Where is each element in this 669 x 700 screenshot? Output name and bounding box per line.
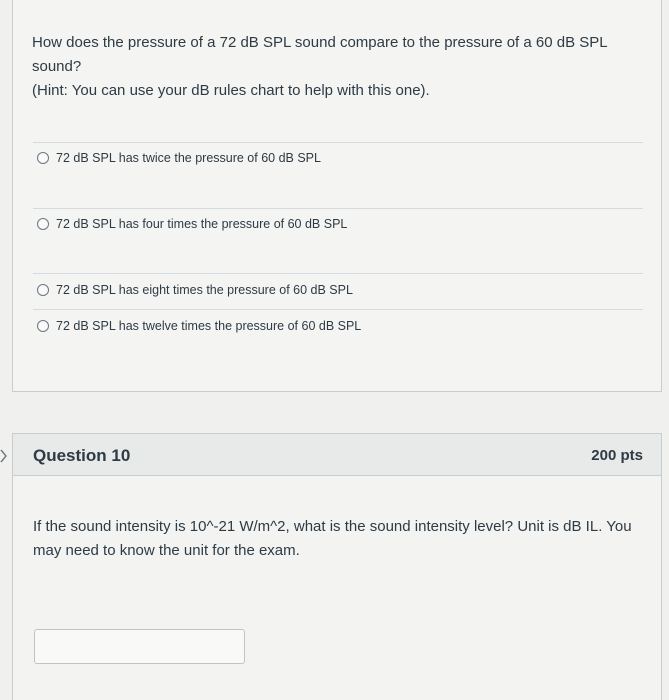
question-10-card [12,433,662,700]
answer-option-3-label: 72 dB SPL has eight times the pressure of 60 dB SPL [56,283,353,297]
chevron-right-icon[interactable] [0,448,8,464]
question-10-title: Question 10 [33,446,131,465]
radio-button-icon[interactable] [37,284,49,296]
question-9-prompt-line-1: How does the pressure of a 72 dB SPL sound compare to the pressure of a 60 dB SPL sound? [32,34,608,75]
answer-divider [33,309,643,310]
question-10-prompt [33,515,643,563]
question-9-prompt-line-2: (Hint: You can use your dB rules chart to help with this one). [32,82,430,99]
answer-option-1[interactable] [37,151,321,165]
question-10-header [13,434,661,476]
radio-button-icon[interactable] [37,152,49,164]
question-10-prompt-line-1: If the sound intensity is 10^-21 W/m^2, what is the sound intensity level? Unit is dB IL. You [33,518,632,535]
question-10-points: 200 pts [591,447,643,464]
answer-option-4-label: 72 dB SPL has twelve times the pressure of 60 dB SPL [56,319,362,333]
answer-divider [33,273,643,274]
answer-divider [33,142,643,143]
answer-option-1-label: 72 dB SPL has twice the pressure of 60 dB SPL [56,151,321,165]
answer-option-3[interactable] [37,283,353,297]
answer-input[interactable] [34,629,245,664]
answer-option-2-label: 72 dB SPL has four times the pressure of 60 dB SPL [56,217,348,231]
radio-button-icon[interactable] [37,320,49,332]
answer-divider [33,208,643,209]
answer-option-2[interactable] [37,217,347,231]
answer-option-4[interactable] [37,319,361,333]
question-10-prompt-line-2: may need to know the unit for the exam. [33,542,300,559]
question-9-prompt [32,31,652,103]
question-9-card [12,0,662,392]
radio-button-icon[interactable] [37,218,49,230]
